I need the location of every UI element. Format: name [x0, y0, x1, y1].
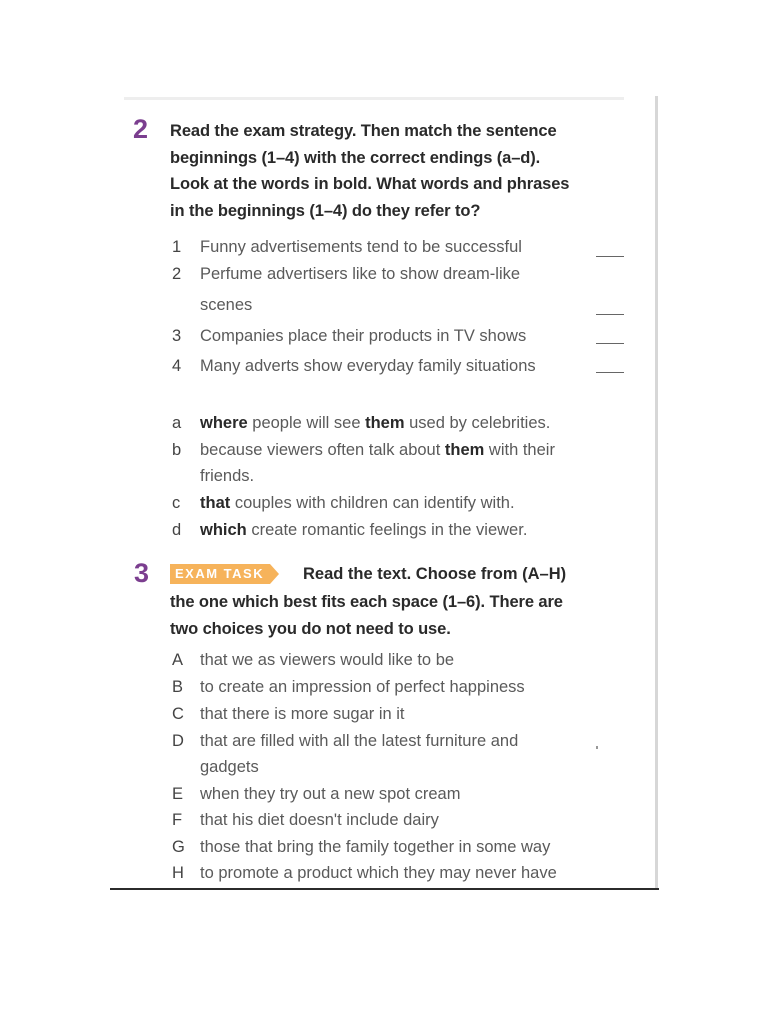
- exercise-3-instruction-first-line: Read the text. Choose from (A–H): [303, 565, 567, 583]
- answer-blank-2[interactable]: [596, 314, 624, 315]
- bold-keyword: them: [365, 414, 405, 432]
- bold-keyword: them: [444, 441, 485, 459]
- option-letter: G: [172, 838, 185, 856]
- item-text: Perfume advertisers like to show dream-like: [200, 265, 521, 283]
- exercise-2-number: 2: [133, 114, 149, 144]
- instruction-line: beginnings (1–4) with the correct endings (a–d).: [170, 148, 541, 167]
- item-text: [200, 493, 515, 513]
- instruction-line: the one which best fits each space (1–6). There are: [170, 593, 563, 611]
- exam-task-badge: [170, 564, 279, 584]
- answer-blank-3[interactable]: [596, 343, 624, 344]
- ending-text: with their: [484, 441, 555, 459]
- item-number: 1: [172, 238, 182, 256]
- page-top-edge: [124, 97, 624, 100]
- exercise-2-instruction: [170, 118, 569, 224]
- item-number: 3: [172, 327, 182, 345]
- ending-text: because viewers often talk about: [200, 441, 445, 459]
- item-letter: a: [172, 414, 182, 432]
- instruction-line: Look at the words in bold. What words and phrases: [170, 175, 570, 193]
- option-text: that are filled with all the latest furniture and: [200, 732, 519, 750]
- item-letter: c: [172, 494, 181, 512]
- exercise-3-number: 3: [134, 558, 150, 588]
- item-text: scenes: [200, 296, 253, 314]
- badge-arrow-icon: [270, 564, 279, 584]
- option-text: that his diet doesn't include dairy: [200, 811, 439, 829]
- ending-text: people will see: [247, 414, 366, 432]
- item-text: friends.: [200, 467, 255, 485]
- option-letter: A: [172, 651, 184, 669]
- item-text: Funny advertisements tend to be successful: [200, 238, 522, 256]
- option-letter: B: [172, 678, 184, 696]
- bold-keyword: where: [200, 414, 248, 432]
- option-text: those that bring the family together in some way: [200, 838, 551, 856]
- item-text: [200, 413, 550, 433]
- option-text: gadgets: [200, 758, 259, 776]
- answer-blank-4[interactable]: [596, 372, 624, 373]
- ending-text: couples with children can identify with.: [230, 494, 515, 512]
- scan-speck: [596, 746, 598, 749]
- option-letter: F: [172, 811, 183, 829]
- item-number: 2: [172, 265, 182, 283]
- bold-keyword: that: [200, 494, 231, 512]
- option-letter: E: [172, 785, 184, 803]
- instruction-line: Read the exam strategy. Then match the sentence: [170, 122, 557, 140]
- instruction-line: in the beginnings (1–4) do they refer to?: [170, 201, 481, 220]
- item-text: Many adverts show everyday family situations: [200, 357, 536, 375]
- item-letter: b: [172, 441, 182, 459]
- option-letter: C: [172, 705, 184, 723]
- option-text: to create an impression of perfect happiness: [200, 678, 525, 696]
- option-text: when they try out a new spot cream: [200, 785, 461, 803]
- option-letter: D: [172, 732, 184, 750]
- answer-blank-1[interactable]: [596, 256, 624, 257]
- item-number: 4: [172, 357, 182, 375]
- item-text: Companies place their products in TV shows: [200, 327, 527, 345]
- page-right-edge: [655, 96, 658, 890]
- option-letter: H: [172, 864, 184, 882]
- instruction-line: two choices you do not need to use.: [170, 619, 451, 638]
- page-bottom-rule: [110, 888, 659, 890]
- bold-keyword: which: [200, 521, 247, 539]
- exam-task-label: EXAM TASK: [170, 564, 270, 584]
- item-text: [200, 440, 555, 460]
- option-text: that there is more sugar in it: [200, 705, 405, 723]
- exercise-3-instruction: [170, 589, 563, 642]
- ending-text: used by celebrities.: [404, 414, 551, 432]
- option-text: to promote a product which they may never have: [200, 864, 557, 882]
- option-text: that we as viewers would like to be: [200, 651, 455, 669]
- item-letter: d: [172, 521, 182, 539]
- ending-text: create romantic feelings in the viewer.: [246, 521, 528, 539]
- item-text: [200, 520, 527, 540]
